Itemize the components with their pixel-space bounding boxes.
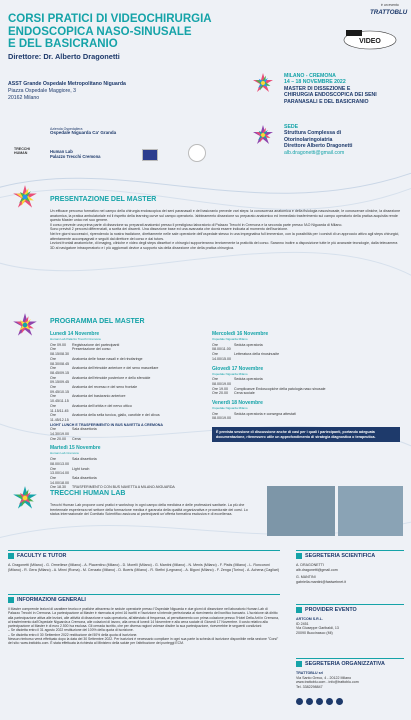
segorg-heading: SEGRETERIA ORGANIZZATIVA: [305, 661, 385, 667]
provider-name: ARTCOM S.R.L.: [296, 617, 323, 621]
star-icon: [12, 485, 38, 511]
schedule-row: [50, 467, 200, 476]
segorg-web[interactable]: www.trattoblu.com - info@trattoblu.com: [296, 680, 359, 685]
divider: [296, 604, 404, 605]
provider-id: ID 2451: [296, 621, 309, 626]
schedule-time: Ore 08.00/11.00: [212, 342, 231, 352]
schedule-item: Letteratura della rinosinusite: [234, 352, 280, 357]
sci-name-2: G. MANTINI: [296, 575, 316, 580]
segorg-body: [296, 671, 406, 689]
event-by-label: è un evento: [381, 3, 399, 7]
schedule-row: [50, 427, 200, 436]
schedule-time: Ore 10.45/11.15: [50, 394, 69, 404]
schedule-time: Ore 09.45/10.15: [50, 385, 69, 394]
lab-photo-1: [267, 486, 335, 536]
segorg-tel: Tel. 3382298847: [296, 684, 323, 689]
provider-addr-1: Via Giuseppe Garibaldi, 13: [296, 626, 339, 631]
day3-sub: Ospedale Niguarda Milano: [212, 337, 248, 341]
lab-photo-2: [338, 486, 403, 536]
schedule-time: Ore 08.30/08.45: [50, 356, 69, 366]
schedule-item: Seduta operatoria: [234, 342, 263, 347]
schedule-item: Anatomia delle fosse nasali e del rinofaringe: [72, 356, 143, 361]
info-text: Il Master comprende lezioni di carattere teorico e pratiche attraverso le sedute operatorie presso l'Ospedale Niguarda e due giorni di dissezione nel laboratorio Human Lab di Palazzo Trecchi in Cremona. La partecipazione al Master è riservata ai primi 16 iscritti e l'iscrizione si intende perfezionata al ricevimento del bonifico bancario. L'iscrizione dà diritto alla partecipazione attiva alle lezioni, alle attività di dissezione e sala operatoria, all'attestato di frequenza, al pernottamento con prima colazione presso l'Hotel Della Arti in Cremona, al trasferimento dall'Ospedale Niguarda a Cremona, alle colazioni di lavoro, alla cena di lunedì 14 Novembre e alla cena sociale di Giovedì 17 Novembre. Il costo relativo alla partecipazione al Master è di euro 2.500 Iva esclusa. Gli cerrada iscritto, che per diversa ragioni volesse disdire la sua partecipazione, riceverebbe le seguenti condizioni:: [8, 607, 279, 629]
schedule-time: Ore 14.30/19.00: [50, 427, 69, 437]
day3-5-block: [212, 331, 397, 421]
schedule-time: Ore 08.00/19.00: [212, 377, 231, 386]
provider-body: [296, 617, 406, 635]
schedule-row: [212, 412, 397, 421]
event-dates: 14 – 18 NOVEMBRE 2022: [284, 79, 346, 86]
day2-title: Martedì 15 Novembre: [50, 445, 101, 452]
schedule-time: Ore 09.00: [50, 342, 66, 347]
humanlab-text: Trecchi Human Lab propone corsi pratici e workshop in ogni campo della medicina e delle professioni sanitarie. La più che trentennale esperienza nel settore della formazione medica è garanzia della qualità organizzativa e procedurale dei corsi. Lo status internazionale del Comitato Scientifico assicura ai partecipanti un'offerta formativa esclusiva e di eccellenza.: [50, 503, 248, 517]
hospital-city: 20162 Milano: [8, 95, 40, 101]
schedule-item: Anatomia della sella turcica, giallo, carotide e del clivus: [72, 413, 160, 418]
schedule-row: [50, 413, 200, 422]
schedule-item: Anatomia del basicranio anteriore: [72, 394, 126, 399]
divider: [8, 550, 280, 551]
schedule-item: Cena sociale: [234, 391, 255, 396]
presentazione-p4: Nei tre giorni successivi, riprendendo la nostra tradizione, direttamente nelle sale operatorie dell'ospedale stesso in una impegnativa full immersion, con la possibilità per i corsisti di un approccio attivo agli steps chirurgici, attentamente accompagnati e seguiti dal direttore del corso e dai tutors.: [50, 231, 400, 241]
discussion-note: È prevista sessione di discussione anche di casi per i quali i partecipanti, portando adeguata documentazione, ritenessero utile un approfondimento di strategia diagnostica o terapeutica.: [212, 427, 400, 442]
bullet-icon: [296, 661, 302, 667]
divider: [296, 658, 404, 659]
bullet-icon: [296, 607, 302, 613]
schedule-row: [50, 376, 200, 385]
provider-heading: PROVIDER EVENTO: [305, 607, 357, 613]
schedule-item: Anatomia del recesso e del seno frontale: [72, 385, 138, 390]
schedule-time: Ore 08.00/13.00: [50, 457, 69, 466]
day1-title: Lunedì 14 Novembre: [50, 331, 100, 337]
course-title: [8, 13, 248, 51]
schedule-item: Light lunch: [72, 466, 90, 471]
seat-line-1: Struttura Complessa di: [284, 130, 342, 137]
schedule-item: TRASFERIMENTO CON BUS NAVETTA A MILANO-NIGUARDA: [72, 485, 175, 490]
title-line-3: E DEL BASICRANIO: [8, 38, 118, 50]
seat-info: [284, 124, 352, 156]
director-label: Direttore: Dr. Alberto Dragonetti: [8, 52, 120, 61]
programma-heading: PROGRAMMA DEL MASTER: [50, 318, 145, 325]
trecchi-logo: TRECCHI HUMAN: [14, 147, 30, 155]
schedule-time: Ore 20.00: [212, 391, 228, 396]
event-line-2: CHIRURGIA ENDOSCOPICA DEI SENI: [284, 92, 377, 99]
faculty-heading: FACULTY E TUTOR: [17, 553, 67, 559]
videonaso-logo: [342, 28, 398, 50]
bullet-icon: [8, 553, 14, 559]
presentazione-p3: Sono previsti 2 percorsi differenziati, a scelta dei discenti. Una dissezione base ed una avanzata che dovrà essere indicata al momento dell'iscrizione.: [50, 227, 289, 232]
segorg-addr: Via Santo Greco, 4 - 20122 Milano: [296, 675, 352, 680]
presentazione-p2: Il corso prevede una prima parte di dissezione su preparati anatomici presso il prestigioso laboratorio di Palazzo Trecchi in Cremona e la seconda parte presso l'AO Niguarda di Milano.: [50, 222, 343, 227]
sci-email-2[interactable]: gabriella.mantini@fastwebnet.it: [296, 579, 346, 584]
schedule-row: [212, 352, 397, 361]
presentazione-p1: Un efficace percorso formativo nel campo della chirurgia endoscopica dei seni paranasali e del basicranio prevede vari steps: la conoscenza anatomica e della fisiologia nasosinusale, le conoscenze cliniche, la dissezione anatomica, la pratica ambulatoriale ed il rispetto della learning curve sul campo operatorio. 'abbinamento dissezione su preparato anatomico ed immediato trasferimento sul campo operatorio della pratica acquisita rende questo Master unico nel suo genere.: [50, 209, 401, 223]
linkedin-icon[interactable]: [316, 698, 323, 705]
hospital-street: Piazza Ospedale Maggiore, 3: [8, 88, 77, 94]
social-icons: [296, 698, 343, 705]
instagram-icon[interactable]: [306, 698, 313, 705]
schedule-item: Seduta operatoria e consegna attestati: [234, 411, 296, 416]
schedule-time: Ore 08.45/09.15: [50, 366, 69, 375]
schedule-time: Ore 18.30: [50, 485, 66, 490]
schedule-time: Ore 09.15/09.45: [50, 375, 69, 385]
star-icon: [252, 124, 274, 146]
niguarda-name: Ospedale Niguarda Ca' Granda: [50, 130, 117, 135]
presentazione-heading: PRESENTAZIONE DEL MASTER: [50, 196, 157, 203]
star-icon: [12, 184, 38, 210]
eu-flag-icon: [142, 149, 158, 161]
schedule-row: [50, 357, 200, 366]
day5-title: Venerdì 18 Novembre: [212, 400, 263, 407]
schedule-row: [212, 377, 397, 386]
provider-addr-2: 20090 Buccinasco (MI): [296, 630, 333, 635]
palazzo-label: Palazzo Trecchi Cremona: [50, 154, 101, 159]
day4-title: Giovedì 17 Novembre: [212, 365, 264, 372]
hospital-address: [8, 81, 126, 102]
star-icon: [12, 312, 38, 338]
schedule-item: Seduta operatoria: [234, 377, 263, 382]
segorg-name: TRATTOBLU srl: [296, 671, 324, 675]
bullet-icon: [8, 597, 14, 603]
day4-sub: Ospedale Niguarda Milano: [212, 371, 248, 376]
presentazione-p5: Lezioni frontali anatomiche, di imaging, cliniche e video degli steps dissettori e chirurgici supporteranno lenricemente la praticità del corso. Saranno inoltre a disposizione tutte le più avanzate tecnologie, dalla telecamera 3D al navigatore intraoperatorio e i più aggiornati device a supporto sia della dissezione che della pratica chirurgica.: [50, 241, 398, 250]
schedule-time: Ore 11.45/12.15: [50, 413, 69, 422]
schedule-item: Sala dissettoria: [72, 427, 97, 432]
schedule-row: [50, 347, 200, 356]
svg-text:VIDEO: VIDEO: [359, 38, 381, 45]
schedule-row: [50, 457, 200, 466]
info-bullet-1: – Se disdetta entro il 31 agosto 2022 restituzione del 100% della quota di iscrizione.: [8, 628, 134, 633]
event-line-3: PARANASALI E DEL BASICRANIO: [284, 98, 369, 105]
title-line-2: ENDOSCOPICA NASO-SINUSALE: [8, 25, 192, 38]
hospital-name: ASST Grande Ospedale Metropolitano Niguarda: [8, 81, 126, 87]
day1-note: LIGHT LUNCH E TRASFERIMENTO IN BUS NAVETTA A CREMONA: [50, 422, 163, 427]
info-heading: INFORMAZIONI GENERALI: [17, 597, 86, 603]
seat-line-3: Direttore Alberto Dragonetti: [284, 143, 353, 150]
presentazione-body: [50, 209, 402, 250]
schedule-item: Presentazione del corso: [72, 347, 111, 352]
day5-sub: Ospedale Niguarda Milano: [212, 406, 248, 411]
info-tail: Nessun rimborso verrà effettuato dopo la data del 30 Settembre 2022. Per iscrizioni è necessario compilare in ogni sua parte la scheda di iscrizione disponibile nella sezione "Corsi" del sito: www.trattoblu.com. È stata effettuata la richiesta al Ministero della salute per l'attribuzione dei punteggi ECM.: [8, 637, 279, 646]
segreteria-sci-body: [296, 563, 406, 584]
schedule-time: Ore 19.00: [212, 386, 228, 391]
trattoblu-logo: TRATTOBLU: [370, 9, 408, 16]
title-line-1: CORSI PRATICI DI VIDEOCHIRURGIA: [8, 13, 212, 25]
day1-block: [50, 331, 200, 490]
schedule-item: Registrazione dei partecipanti: [72, 342, 120, 347]
event-line-1: MASTER DI DISSEZIONE E: [284, 85, 351, 92]
star-icon: [252, 72, 274, 94]
schedule-time: Ore 20.00: [50, 436, 66, 441]
info-body: [8, 607, 280, 646]
seat-line-2: Otorinolaringoiatria: [284, 136, 333, 143]
schedule-item: Complicanze Endoscopiche della patologia naso sinusale: [234, 386, 326, 391]
youtube-icon[interactable]: [326, 698, 333, 705]
seat-email[interactable]: alb.dragonetti@gmail.com: [284, 149, 345, 156]
schedule-row: [50, 476, 200, 485]
info-bullet-2: – Se disdetta entro il 30 Settembre 2022 restituzione del 50% della quota di iscrizione.: [8, 632, 138, 637]
humanlab-heading: TRECCHI HUMAN LAB: [50, 490, 126, 497]
schedule-time: Ore 08.15/08.30: [50, 347, 69, 357]
segreteria-sci-heading: SEGRETERIA SCIENTIFICA: [305, 553, 376, 559]
schedule-item: Anatomia dell'orbita e del nervo ottico: [72, 403, 132, 408]
niguarda-sub: Azienda Ospedaliera: [50, 127, 83, 131]
event-city: MILANO - CREMONA: [284, 73, 336, 79]
humanlab-label: Human Lab: [50, 149, 73, 154]
schedule-item: Cena: [72, 436, 81, 441]
seat-label: SEDE: [284, 124, 299, 130]
schedule-time: Ore 11.15/11.45: [50, 403, 69, 413]
humanlab-logo: [50, 149, 101, 159]
sci-name-1: A. DRAGONETTI: [296, 563, 324, 567]
day1-sub: Human Lab Palazzo Trecchi Cremona: [50, 337, 101, 341]
divider: [8, 594, 280, 595]
twitter-icon[interactable]: [336, 698, 343, 705]
schedule-time: Ore 08.00/19.00: [212, 411, 231, 421]
event-info: [284, 73, 377, 105]
schedule-row: [50, 385, 200, 394]
day3-title: Mercoledì 16 Novembre: [212, 331, 269, 337]
schedule-time: Ore 14.00/15.00: [212, 352, 231, 361]
faculty-text: A. Dragonetti (Milano) - G. Ormellese (Milano) - A. Placentino (Milano) - D. Morelli (Milano) - G. Mantini (Milano) - N. Menis (Milano) - F. Pistis (Milano) - L. Roncoroni (Milano) - R. Gera (Milano) - A. Minni (Roma) - M. Cenzato (Milano) - D. Boeris (Milano) - R. Stefini (Legnano) - A. Bigoni (Milano) - F. Zenga (Torino) - A. Achena (Cagliari): [8, 563, 280, 572]
facebook-icon[interactable]: [296, 698, 303, 705]
schedule-row: [50, 366, 200, 375]
schedule-row: [50, 394, 200, 403]
seal-icon: [188, 144, 206, 162]
schedule-item: Sala dissettoria: [72, 475, 97, 480]
schedule-time: Ore 14.00/18.00: [50, 475, 69, 485]
niguarda-logo: [50, 127, 116, 135]
schedule-time: Ore 13.00/14.00: [50, 466, 69, 476]
schedule-item: Anatomia dell'etmoide anteriore e del seno mascellare: [72, 366, 159, 371]
bullet-icon: [296, 553, 302, 559]
schedule-row: [212, 343, 397, 352]
schedule-item: Sala dissettoria: [72, 457, 97, 462]
schedule-item: Anatomia dell'etmoide posteriore e dello sfenoide: [72, 375, 151, 380]
divider: [296, 550, 404, 551]
sci-email-1[interactable]: alb.dragonetti@gmail.com: [296, 567, 338, 572]
day2-sub: Human Lab Cremona: [50, 451, 79, 456]
schedule-row: [50, 404, 200, 413]
